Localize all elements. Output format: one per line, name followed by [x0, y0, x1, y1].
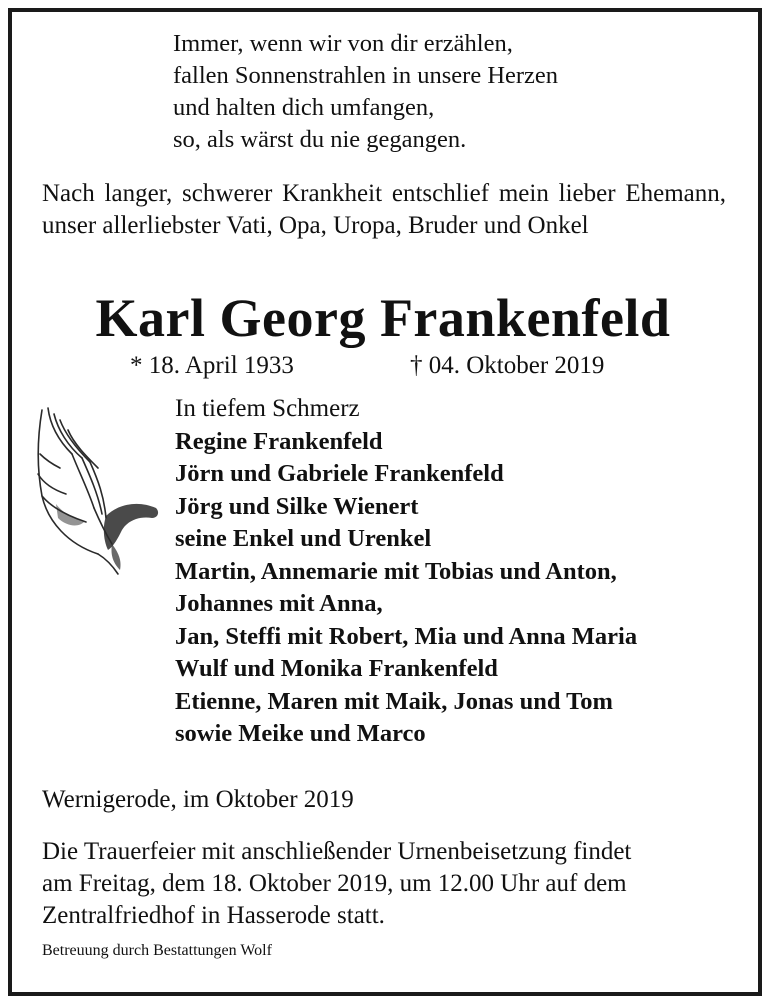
mourner-line: Jörn und Gabriele Frankenfeld [175, 460, 504, 487]
ceremony-line: Die Trauerfeier mit anschließender Urnenbeisetzung findet [42, 838, 632, 865]
mourner-line: Wulf und Monika Frankenfeld [175, 655, 498, 682]
place-date: Wernigerode, im Oktober 2019 [42, 786, 354, 813]
praying-hands-icon [28, 404, 164, 576]
poem-line: so, als wärst du nie gegangen. [173, 126, 467, 153]
birth-date: * 18. April 1933 [130, 352, 294, 379]
ceremony-line: Zentralfriedhof in Hasserode statt. [42, 902, 385, 929]
ceremony-line: am Freitag, dem 18. Oktober 2019, um 12.00 Uhr auf dem [42, 870, 627, 897]
mourner-line: Johannes mit Anna, [175, 590, 383, 617]
poem-line: fallen Sonnenstrahlen in unsere Herzen [173, 62, 559, 89]
mourner-line: sowie Meike und Marco [175, 720, 426, 747]
poem [173, 28, 558, 156]
mourners-heading: In tiefem Schmerz [175, 395, 360, 422]
deceased-name: Karl Georg Frankenfeld [95, 288, 671, 348]
undertaker-credit: Betreuung durch Bestattungen Wolf [42, 942, 272, 959]
poem-line: Immer, wenn wir von dir erzählen, [173, 30, 513, 57]
mourner-line: seine Enkel und Urenkel [175, 525, 432, 552]
mourner-line: Jan, Steffi mit Robert, Mia und Anna Maria [175, 622, 638, 650]
mourner-line: Regine Frankenfeld [175, 427, 383, 455]
death-date: † 04. Oktober 2019 [410, 352, 605, 379]
ceremony-notice [42, 836, 726, 932]
mourner-line: Etienne, Maren mit Maik, Jonas und Tom [175, 687, 613, 715]
mourner-line: Jörg und Silke Wienert [175, 492, 419, 520]
poem-line: und halten dich umfangen, [173, 94, 435, 121]
intro-text: Nach langer, schwerer Krankheit entschlief mein lieber Ehemann, unser allerliebster Vati, Opa, Uropa, Bruder und Onkel [42, 180, 726, 239]
mourners-block [175, 393, 637, 751]
mourner-line: Martin, Annemarie mit Tobias und Anton, [175, 557, 617, 585]
